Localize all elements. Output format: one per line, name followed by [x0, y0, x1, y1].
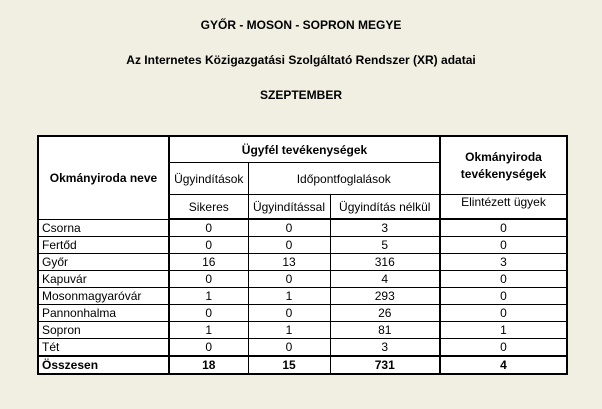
with-initiation-cell: 1	[248, 288, 330, 305]
table-row	[38, 237, 567, 254]
settled-cell: 0	[440, 339, 567, 357]
office-name-cell: Csorna	[38, 219, 169, 237]
page-subtitle: Az Internetes Közigazgatási Szolgáltató Rendszer (XR) adatai	[126, 53, 476, 67]
successful-cell: 1	[169, 288, 248, 305]
table-row	[38, 339, 567, 357]
with-initiation-cell: 15	[248, 356, 330, 374]
successful-cell: 0	[169, 339, 248, 357]
settled-cell: 0	[440, 271, 567, 288]
header-appointments: Időpontfoglalások	[248, 163, 440, 195]
successful-cell: 0	[169, 305, 248, 322]
without-initiation-cell: 316	[330, 254, 440, 271]
with-initiation-cell: 0	[248, 271, 330, 288]
without-initiation-cell: 5	[330, 237, 440, 254]
office-name-cell: Tét	[38, 339, 169, 357]
office-name-cell: Sopron	[38, 322, 169, 339]
header-settled-cases: Elintézett ügyek	[440, 195, 567, 220]
office-name-cell: Kapuvár	[38, 271, 169, 288]
settled-cell: 0	[440, 237, 567, 254]
without-initiation-cell: 26	[330, 305, 440, 322]
office-name-cell: Győr	[38, 254, 169, 271]
successful-cell: 0	[169, 219, 248, 237]
settled-cell: 0	[440, 288, 567, 305]
without-initiation-cell: 3	[330, 339, 440, 357]
page-title: GYŐR - MOSON - SOPRON MEGYE	[200, 18, 402, 32]
without-initiation-cell: 293	[330, 288, 440, 305]
statistics-table	[37, 135, 568, 375]
settled-cell: 3	[440, 254, 567, 271]
office-name-cell: Mosonmagyaróvár	[38, 288, 169, 305]
with-initiation-cell: 0	[248, 339, 330, 357]
successful-cell: 18	[169, 356, 248, 374]
office-name-cell: Összesen	[38, 356, 169, 374]
table-row	[38, 254, 567, 271]
without-initiation-cell: 3	[330, 219, 440, 237]
month-label: SZEPTEMBER	[259, 88, 342, 102]
table-row	[38, 288, 567, 305]
settled-cell: 4	[440, 356, 567, 374]
settled-cell: 0	[440, 305, 567, 322]
header-with-initiation: Ügyindítással	[248, 195, 330, 220]
office-name-cell: Pannonhalma	[38, 305, 169, 322]
with-initiation-cell: 0	[248, 237, 330, 254]
with-initiation-cell: 0	[248, 305, 330, 322]
table-row	[38, 322, 567, 339]
without-initiation-cell: 4	[330, 271, 440, 288]
header-office-name: Okmányiroda neve	[38, 136, 169, 219]
table-row	[38, 271, 567, 288]
with-initiation-cell: 13	[248, 254, 330, 271]
successful-cell: 0	[169, 237, 248, 254]
settled-cell: 0	[440, 219, 567, 237]
with-initiation-cell: 1	[248, 322, 330, 339]
table-row	[38, 305, 567, 322]
header-case-initiations: Ügyindítások	[169, 163, 248, 195]
office-name-cell: Fertőd	[38, 237, 169, 254]
successful-cell: 0	[169, 271, 248, 288]
successful-cell: 1	[169, 322, 248, 339]
with-initiation-cell: 0	[248, 219, 330, 237]
total-row	[38, 356, 567, 374]
table-row	[38, 219, 567, 237]
settled-cell: 1	[440, 322, 567, 339]
without-initiation-cell: 731	[330, 356, 440, 374]
header-without-initiation: Ügyindítás nélkül	[330, 195, 440, 220]
successful-cell: 16	[169, 254, 248, 271]
without-initiation-cell: 81	[330, 322, 440, 339]
header-client-activities: Ügyfél tevékenységek	[169, 136, 440, 163]
header-office-activities: Okmányiroda tevékenységek	[440, 136, 567, 195]
header-successful: Sikeres	[169, 195, 248, 220]
